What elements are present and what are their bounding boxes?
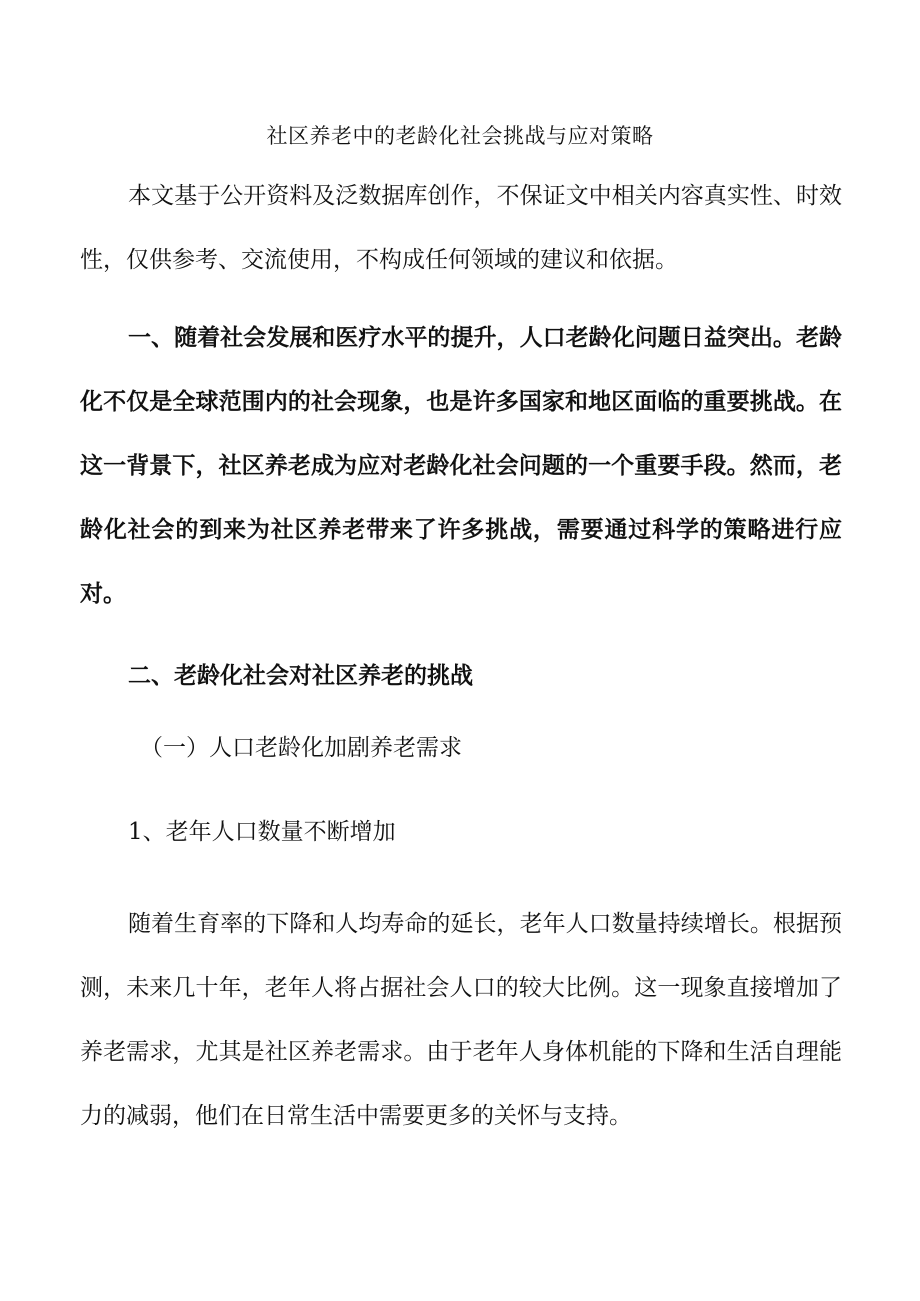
section-2-heading: 二、老龄化社会对社区养老的挑战: [128, 663, 473, 689]
item-1-heading: 1、老年人口数量不断增加: [128, 819, 396, 845]
item-1-body: 随着生育率的下降和人均寿命的延长，老年人口数量持续增长。根据预测，未来几十年，老年人将占据社会人口的较大比例。这一现象直接增加了养老需求，尤其是社区养老需求。由于老年人身体机能的下降和生活自理能力的减弱，他们在日常生活中需要更多的关怀与支持。: [80, 911, 842, 1129]
disclaimer-paragraph: 本文基于公开资料及泛数据库创作，不保证文中相关内容真实性、时效性，仅供参考、交流使用，不构成任何领域的建议和依据。: [80, 183, 842, 273]
section-1-paragraph: 一、随着社会发展和医疗水平的提升，人口老龄化问题日益突出。老龄化不仅是全球范围内的社会现象，也是许多国家和地区面临的重要挑战。在这一背景下，社区养老成为应对老龄化社会问题的一个重要手段。然而，老龄化社会的到来为社区养老带来了许多挑战，需要通过科学的策略进行应对。: [80, 325, 842, 607]
document-title: 社区养老中的老龄化社会挑战与应对策略: [266, 124, 654, 148]
subsection-1-heading: （一）人口老龄化加剧养老需求: [140, 735, 462, 761]
